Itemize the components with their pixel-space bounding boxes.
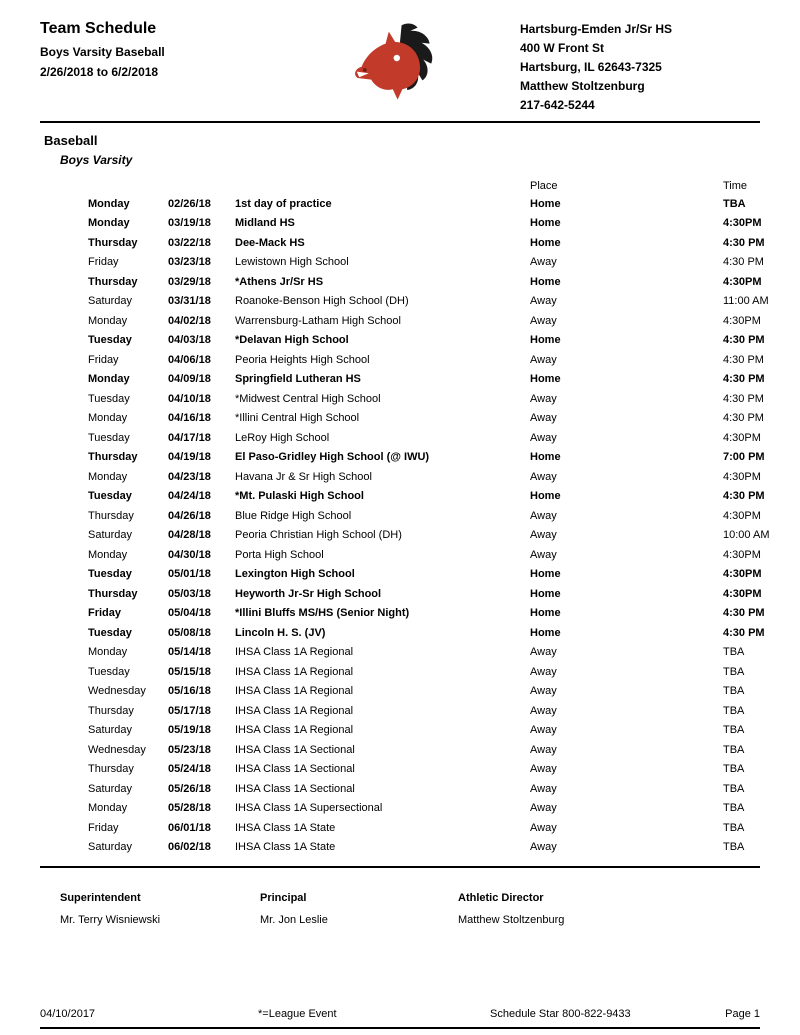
- schedule-row: [88, 624, 800, 644]
- school-address: 400 W Front St: [520, 41, 605, 55]
- row-event: Lewistown High School: [235, 256, 349, 268]
- team-name: Boys Varsity Baseball: [40, 45, 165, 59]
- row-time: TBA: [723, 665, 745, 678]
- row-place: Away: [530, 295, 557, 307]
- row-day: Saturday: [88, 724, 133, 736]
- schedule-row: [88, 331, 800, 351]
- row-time: 4:30PM: [723, 568, 762, 580]
- row-event: Peoria Christian High School (DH): [235, 529, 402, 541]
- row-day: Friday: [88, 607, 122, 619]
- row-date: 05/08/18: [168, 626, 211, 639]
- row-date: 05/19/18: [168, 724, 211, 736]
- row-place: Away: [530, 509, 557, 522]
- row-day: Tuesday: [88, 334, 132, 346]
- superintendent-title: Superintendent: [60, 891, 141, 904]
- officials-section: [40, 892, 760, 926]
- row-date: 05/24/18: [168, 763, 211, 775]
- school-name: Hartsburg-Emden Jr/Sr HS: [520, 22, 673, 36]
- row-date: 05/23/18: [168, 743, 211, 756]
- row-date: 04/06/18: [168, 353, 211, 366]
- row-place: Home: [530, 373, 561, 385]
- schedule-row: [88, 292, 800, 312]
- footer-vendor: Schedule Star 800-822-9433: [490, 1008, 631, 1020]
- row-date: 03/29/18: [168, 275, 211, 288]
- row-day: Tuesday: [88, 568, 132, 580]
- schedule-row: [88, 429, 800, 449]
- row-time: TBA: [723, 704, 745, 717]
- row-event: IHSA Class 1A Regional: [235, 724, 354, 736]
- row-event: *Mt. Pulaski High School: [235, 490, 364, 502]
- row-place: Home: [530, 607, 561, 619]
- row-event: Havana Jr & Sr High School: [235, 470, 372, 483]
- row-day: Saturday: [88, 782, 133, 795]
- row-place: Away: [530, 470, 557, 483]
- schedule-row: [88, 195, 800, 215]
- row-place: Away: [530, 548, 557, 561]
- header-divider-rule: [40, 121, 760, 123]
- schedule-row: [88, 721, 800, 741]
- row-day: Friday: [88, 256, 119, 268]
- row-place: Home: [530, 490, 561, 502]
- row-day: Tuesday: [88, 431, 130, 444]
- row-date: 04/03/18: [168, 334, 211, 346]
- schedule-row: [88, 253, 800, 273]
- row-day: Friday: [88, 353, 119, 366]
- row-time: TBA: [723, 724, 745, 736]
- schedule-row: [88, 312, 800, 332]
- row-time: TBA: [723, 821, 745, 834]
- schedule-row: [88, 760, 800, 780]
- schedule-row: [88, 702, 800, 722]
- row-event: IHSA Class 1A Sectional: [235, 782, 355, 795]
- page-footer: [40, 1008, 760, 1029]
- schedule-row: [88, 819, 800, 839]
- row-place: Away: [530, 353, 557, 366]
- row-event: Heyworth Jr-Sr High School: [235, 587, 382, 600]
- row-event: Springfield Lutheran HS: [235, 373, 361, 385]
- row-day: Monday: [88, 217, 130, 229]
- row-event: Dee-Mack HS: [235, 236, 305, 249]
- row-place: Away: [530, 782, 557, 795]
- row-place: Away: [530, 431, 557, 444]
- school-contact-name: Matthew Stoltzenburg: [520, 79, 645, 93]
- row-time: TBA: [723, 646, 745, 658]
- row-event: *Delavan High School: [235, 334, 349, 346]
- schedule-row: [88, 234, 800, 254]
- schedule-row: [88, 351, 800, 371]
- row-place: Home: [530, 197, 561, 210]
- row-place: Away: [530, 724, 557, 736]
- row-place: Away: [530, 802, 557, 814]
- row-date: 05/03/18: [168, 587, 211, 600]
- row-day: Thursday: [88, 763, 134, 775]
- principal-name: Mr. Jon Leslie: [260, 913, 328, 926]
- row-date: 04/28/18: [168, 529, 211, 541]
- row-day: Thursday: [88, 236, 138, 249]
- row-event: *Athens Jr/Sr HS: [235, 275, 324, 288]
- row-event: Porta High School: [235, 548, 324, 561]
- school-logo: [290, 20, 510, 115]
- row-event: Warrensburg-Latham High School: [235, 314, 401, 327]
- row-time: TBA: [723, 743, 745, 756]
- header-right-block: [510, 20, 760, 115]
- row-date: 05/04/18: [168, 607, 211, 619]
- row-date: 04/16/18: [168, 412, 211, 424]
- row-time: TBA: [723, 197, 746, 210]
- team-level-title: Boys Varsity: [60, 153, 133, 167]
- row-time: 4:30 PM: [723, 412, 764, 424]
- schedule-table-head: [88, 180, 800, 195]
- row-date: 04/19/18: [168, 451, 211, 463]
- row-place: Home: [530, 626, 561, 639]
- row-day: Tuesday: [88, 626, 132, 639]
- schedule-row: [88, 604, 800, 624]
- mustang-eye: [394, 55, 400, 61]
- row-place: Away: [530, 704, 557, 717]
- schedule-row: [88, 487, 800, 507]
- row-event: El Paso-Gridley High School (@ IWU): [235, 451, 430, 463]
- row-day: Tuesday: [88, 490, 132, 502]
- row-date: 03/31/18: [168, 295, 211, 307]
- row-day: Monday: [88, 646, 128, 658]
- row-place: Away: [530, 665, 557, 678]
- row-date: 06/02/18: [168, 841, 211, 853]
- row-time: 4:30PM: [723, 314, 761, 327]
- row-date: 03/19/18: [168, 217, 211, 229]
- row-day: Thursday: [88, 587, 138, 600]
- row-event: Peoria Heights High School: [235, 353, 370, 366]
- row-date: 03/23/18: [168, 256, 211, 268]
- row-time: 4:30 PM: [723, 607, 765, 619]
- row-date: 04/09/18: [168, 373, 211, 385]
- row-day: Saturday: [88, 529, 133, 541]
- row-place: Away: [530, 529, 557, 541]
- row-place: Away: [530, 256, 557, 268]
- row-time: 4:30 PM: [723, 353, 764, 366]
- row-day: Thursday: [88, 275, 138, 288]
- school-city-state-zip: Hartsburg, IL 62643-7325: [520, 60, 662, 74]
- row-time: 4:30 PM: [723, 236, 765, 249]
- row-day: Saturday: [88, 841, 133, 853]
- row-time: TBA: [723, 763, 745, 775]
- row-place: Home: [530, 587, 561, 600]
- row-day: Monday: [88, 470, 128, 483]
- row-event: IHSA Class 1A State: [235, 821, 336, 834]
- schedule-row: [88, 799, 800, 819]
- mustang-nostril: [363, 68, 367, 72]
- row-event: IHSA Class 1A Regional: [235, 685, 354, 697]
- schedule-row: [88, 546, 800, 566]
- row-day: Thursday: [88, 704, 134, 717]
- footer-print-date: 04/10/2017: [40, 1008, 96, 1020]
- row-date: 03/22/18: [168, 236, 211, 249]
- row-date: 02/26/18: [168, 197, 211, 210]
- superintendent-block: [60, 892, 260, 926]
- principal-block: [260, 892, 458, 926]
- row-day: Wednesday: [88, 685, 146, 697]
- row-event: Lincoln H. S. (JV): [235, 626, 326, 639]
- row-time: TBA: [723, 685, 745, 697]
- row-event: Lexington High School: [235, 568, 355, 580]
- row-day: Monday: [88, 412, 128, 424]
- row-time: 4:30PM: [723, 587, 762, 600]
- row-day: Monday: [88, 314, 128, 327]
- schedule-row: [88, 643, 800, 663]
- row-time: 7:00 PM: [723, 451, 765, 463]
- row-place: Away: [530, 646, 557, 658]
- footer-row: [40, 1008, 760, 1020]
- row-event: IHSA Class 1A Sectional: [235, 743, 355, 756]
- row-event: IHSA Class 1A State: [235, 841, 336, 853]
- day-header-cell: [88, 180, 168, 195]
- row-time: 4:30PM: [723, 548, 761, 561]
- schedule-row: [88, 682, 800, 702]
- row-event: IHSA Class 1A Regional: [235, 646, 354, 658]
- row-time: 4:30PM: [723, 470, 761, 483]
- schedule-row: [88, 448, 800, 468]
- athletic-director-block: [458, 892, 760, 926]
- row-time: 10:00 AM: [723, 529, 770, 541]
- schedule-row: [88, 370, 800, 390]
- row-time: 4:30 PM: [723, 392, 764, 405]
- principal-title: Principal: [260, 891, 307, 904]
- row-date: 04/24/18: [168, 490, 211, 502]
- row-date: 05/16/18: [168, 685, 211, 697]
- row-place: Away: [530, 743, 557, 756]
- row-place: Away: [530, 685, 557, 697]
- row-day: Thursday: [88, 509, 134, 522]
- row-place: Away: [530, 392, 557, 405]
- row-time: 4:30PM: [723, 275, 762, 288]
- footer-league-legend: *=League Event: [258, 1008, 337, 1020]
- row-event: *Midwest Central High School: [235, 392, 381, 405]
- row-event: IHSA Class 1A Supersectional: [235, 802, 383, 814]
- row-place: Away: [530, 314, 557, 327]
- school-phone: 217-642-5244: [520, 98, 595, 112]
- athletic-director-title: Athletic Director: [458, 891, 544, 904]
- schedule-body: [88, 195, 800, 858]
- row-event: 1st day of practice: [235, 197, 332, 210]
- row-date: 05/26/18: [168, 782, 211, 795]
- schedule-date-range: 2/26/2018 to 6/2/2018: [40, 65, 159, 79]
- row-time: 4:30 PM: [723, 334, 765, 346]
- row-day: Wednesday: [88, 743, 146, 756]
- row-event: *Illini Central High School: [235, 412, 360, 424]
- row-place: Away: [530, 821, 557, 834]
- row-place: Away: [530, 763, 557, 775]
- row-time: 4:30 PM: [723, 256, 764, 268]
- row-time: TBA: [723, 802, 745, 814]
- row-date: 05/28/18: [168, 802, 211, 814]
- row-time: 4:30 PM: [723, 626, 765, 639]
- row-date: 04/26/18: [168, 509, 211, 522]
- schedule-row: [88, 741, 800, 761]
- row-day: Thursday: [88, 451, 138, 463]
- document-title: Team Schedule: [40, 20, 157, 37]
- row-place: Home: [530, 275, 561, 288]
- row-place: Home: [530, 236, 561, 249]
- row-time: TBA: [723, 841, 745, 853]
- row-event: Roanoke-Benson High School (DH): [235, 295, 409, 307]
- row-event: *Illini Bluffs MS/HS (Senior Night): [235, 607, 410, 619]
- table-end-divider-rule: [40, 866, 760, 868]
- row-day: Monday: [88, 548, 128, 561]
- athletic-director-name: Matthew Stoltzenburg: [458, 913, 565, 926]
- time-header-cell: Time: [723, 180, 748, 192]
- schedule-table: [88, 180, 800, 858]
- row-event: IHSA Class 1A Regional: [235, 665, 354, 678]
- row-day: Monday: [88, 197, 130, 210]
- schedule-row: [88, 780, 800, 800]
- row-time: 4:30PM: [723, 217, 762, 229]
- row-event: Midland HS: [235, 217, 295, 229]
- date-header-cell: [168, 180, 235, 195]
- row-event: IHSA Class 1A Regional: [235, 704, 354, 717]
- row-place: Home: [530, 568, 561, 580]
- row-time: 11:00 AM: [723, 295, 769, 307]
- row-time: TBA: [723, 782, 745, 795]
- row-place: Home: [530, 217, 561, 229]
- row-event: Blue Ridge High School: [235, 509, 352, 522]
- row-day: Monday: [88, 373, 130, 385]
- schedule-row: [88, 663, 800, 683]
- row-day: Tuesday: [88, 665, 130, 678]
- row-date: 04/17/18: [168, 431, 211, 444]
- schedule-row: [88, 273, 800, 293]
- schedule-row: [88, 468, 800, 488]
- schedule-header-row: [88, 180, 800, 195]
- schedule-row: [88, 507, 800, 527]
- row-place: Home: [530, 334, 561, 346]
- schedule-row: [88, 526, 800, 546]
- schedule-row: [88, 838, 800, 858]
- row-event: IHSA Class 1A Sectional: [235, 763, 355, 775]
- superintendent-name: Mr. Terry Wisniewski: [60, 913, 161, 926]
- document-header: [40, 0, 760, 115]
- row-date: 04/02/18: [168, 314, 211, 327]
- event-header-cell: [235, 180, 530, 195]
- schedule-row: [88, 409, 800, 429]
- row-place: Home: [530, 451, 561, 463]
- footer-page-number: Page 1: [725, 1008, 760, 1020]
- row-place: Away: [530, 841, 557, 853]
- schedule-row: [88, 585, 800, 605]
- schedule-row: [88, 390, 800, 410]
- row-place: Away: [530, 412, 557, 424]
- row-date: 05/01/18: [168, 568, 211, 580]
- row-day: Friday: [88, 821, 119, 834]
- row-time: 4:30PM: [723, 509, 761, 522]
- schedule-row: [88, 214, 800, 234]
- row-time: 4:30 PM: [723, 373, 765, 385]
- row-date: 05/15/18: [168, 665, 211, 678]
- row-day: Monday: [88, 802, 128, 814]
- row-time: 4:30PM: [723, 431, 761, 444]
- row-date: 04/30/18: [168, 548, 211, 561]
- row-time: 4:30 PM: [723, 490, 765, 502]
- row-date: 05/14/18: [168, 646, 211, 658]
- row-date: 04/23/18: [168, 470, 211, 483]
- row-day: Saturday: [88, 295, 133, 307]
- row-event: LeRoy High School: [235, 431, 330, 444]
- mustang-head-icon: [352, 20, 448, 104]
- place-header-cell: Place: [530, 180, 558, 192]
- row-day: Tuesday: [88, 392, 130, 405]
- sport-title: Baseball: [44, 133, 98, 148]
- schedule-row: [88, 565, 800, 585]
- header-left-block: [40, 20, 290, 115]
- footer-divider-rule: [40, 1027, 760, 1029]
- row-date: 04/10/18: [168, 392, 211, 405]
- row-date: 06/01/18: [168, 821, 211, 834]
- row-date: 05/17/18: [168, 704, 211, 717]
